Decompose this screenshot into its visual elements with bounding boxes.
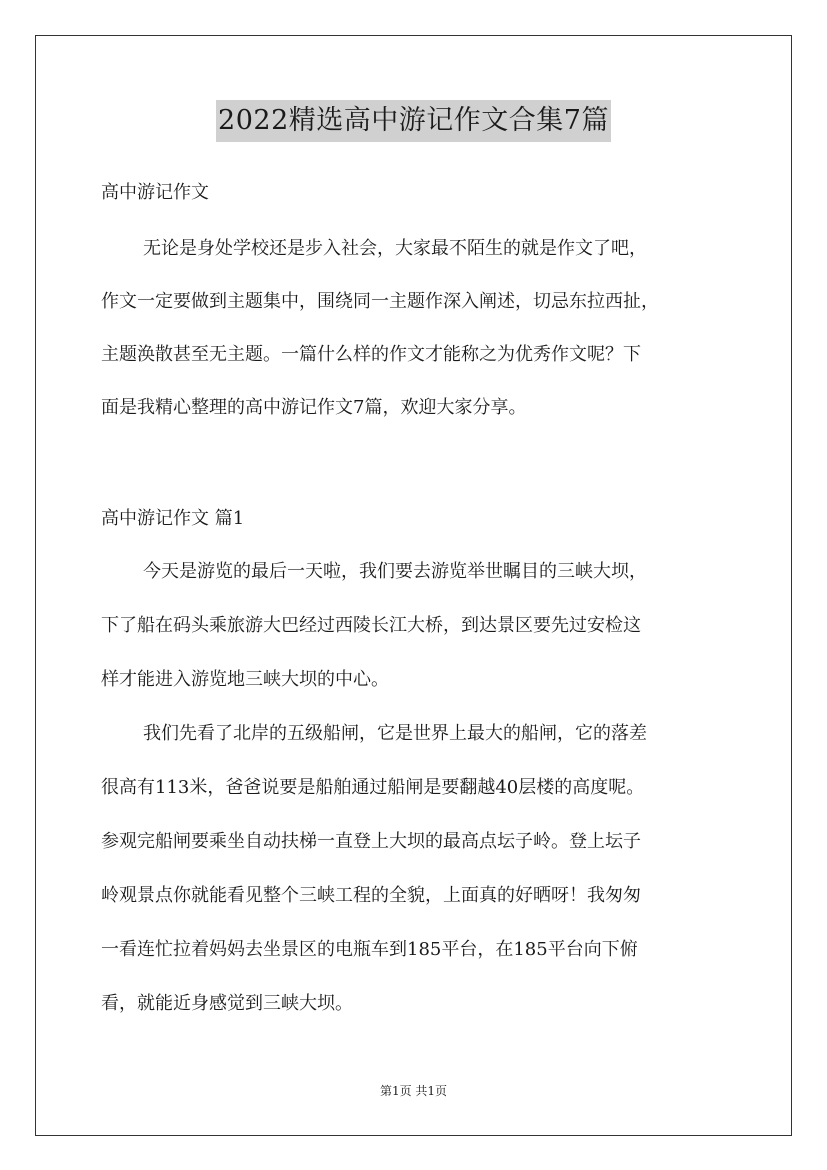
intro-line: 面是我精心整理的高中游记作文7篇，欢迎大家分享。 <box>101 397 527 418</box>
section-heading: 高中游记作文 篇1 <box>101 508 245 529</box>
paragraph-line: 我们先看了北岸的五级船闸，它是世界上最大的船闸，它的落差 <box>143 723 647 744</box>
intro-line: 主题涣散甚至无主题。一篇什么样的作文才能称之为优秀作文呢？下 <box>101 344 641 365</box>
paragraph-line: 一看连忙拉着妈妈去坐景区的电瓶车到185平台，在185平台向下俯 <box>101 939 638 960</box>
paragraph-line: 样才能进入游览地三峡大坝的中心。 <box>101 669 389 690</box>
paragraph-line: 参观完船闸要乘坐自动扶梯一直登上大坝的最高点坛子岭。登上坛子 <box>101 831 641 852</box>
title-container <box>0 100 827 142</box>
paragraph-line: 下了船在码头乘旅游大巴经过西陵长江大桥，到达景区要先过安检这 <box>101 615 641 636</box>
intro-line: 无论是身处学校还是步入社会，大家最不陌生的就是作文了吧， <box>143 238 647 259</box>
paragraph-line: 看，就能近身感觉到三峡大坝。 <box>101 993 353 1014</box>
page-number: 第1页 共1页 <box>379 1084 448 1098</box>
paragraph-line: 很高有113米，爸爸说要是船舶通过船闸是要翻越40层楼的高度呢。 <box>101 777 645 798</box>
document-title: 2022精选高中游记作文合集7篇 <box>216 100 611 142</box>
heading: 高中游记作文 <box>101 182 209 203</box>
paragraph-line: 岭观景点你就能看见整个三峡工程的全貌，上面真的好晒呀！我匆匆 <box>101 885 641 906</box>
intro-line: 作文一定要做到主题集中，围绕同一主题作深入阐述，切忌东拉西扯， <box>101 291 659 312</box>
paragraph-line: 今天是游览的最后一天啦，我们要去游览举世瞩目的三峡大坝， <box>143 561 647 582</box>
